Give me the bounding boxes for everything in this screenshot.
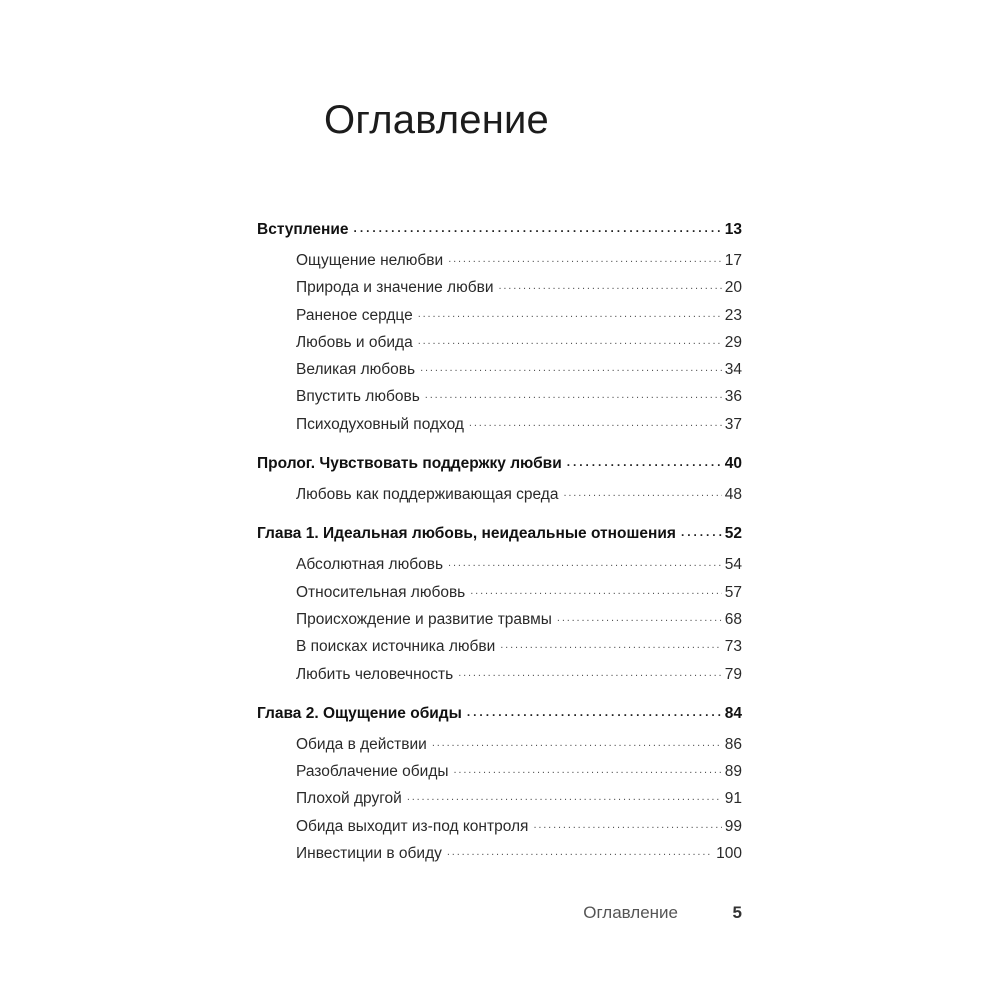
toc-section: [257, 700, 742, 867]
toc-section: [257, 520, 742, 687]
toc-subentry-title: Ощущение нелюбви: [296, 252, 444, 269]
toc-subentry-title: Абсолютная любовь: [296, 556, 444, 574]
toc-chapter-title: Вступление: [257, 221, 349, 238]
table-of-contents: [257, 216, 742, 867]
toc-subentry-title: Обида в действии: [296, 735, 427, 753]
dot-leader: [467, 702, 722, 718]
toc-subentry[interactable]: [257, 785, 742, 812]
toc-page-number: 57: [724, 583, 742, 601]
dot-leader: [567, 453, 722, 469]
toc-chapter-entry[interactable]: [257, 700, 742, 728]
toc-page-number: 54: [724, 556, 742, 574]
dot-leader: [458, 663, 722, 679]
toc-chapter-title: Глава 2. Ощущение обиды: [257, 704, 462, 722]
page-title: Оглавление: [324, 98, 550, 142]
page-footer: [0, 899, 1000, 927]
toc-page-number: 37: [724, 415, 742, 433]
dot-leader: [448, 250, 722, 266]
dot-leader: [432, 733, 722, 749]
toc-chapter-title: Глава 1. Идеальная любовь, неидеальные отношения: [257, 525, 676, 543]
dot-leader: [498, 277, 721, 293]
dot-leader: [418, 331, 722, 347]
toc-subentry[interactable]: [257, 274, 742, 301]
dot-leader: [425, 386, 722, 402]
toc-chapter-entry[interactable]: [257, 520, 742, 548]
toc-page-number: 89: [724, 763, 742, 781]
toc-subentry[interactable]: [257, 661, 742, 688]
toc-subentry-title: Природа и значение любви: [296, 279, 494, 297]
toc-subentry-title: Любовь как поддерживающая среда: [296, 486, 559, 504]
toc-subentry-title: Относительная любовь: [296, 583, 466, 601]
toc-page-number: 23: [724, 306, 742, 324]
toc-page-number: 73: [724, 638, 742, 656]
toc-page-number: 68: [724, 610, 742, 628]
toc-subentry-title: Плохой другой: [296, 790, 402, 808]
toc-subentry[interactable]: [257, 481, 742, 508]
page-number: 5: [732, 903, 742, 922]
toc-chapter-entry[interactable]: [257, 216, 742, 244]
dot-leader: [418, 304, 722, 320]
dot-leader: [533, 815, 721, 831]
dot-leader: [420, 359, 722, 375]
toc-page-number: 100: [716, 845, 742, 863]
toc-page-number: 36: [724, 388, 742, 406]
toc-page-number: 86: [724, 735, 742, 753]
toc-page-number: 13: [724, 221, 742, 238]
toc-chapter-title: Пролог. Чувствовать поддержку любви: [257, 455, 562, 473]
toc-subentry[interactable]: [257, 579, 742, 606]
toc-page-number: 17: [724, 252, 742, 269]
toc-section: [257, 450, 742, 508]
toc-subentry-title: Происхождение и развитие травмы: [296, 610, 552, 628]
toc-page-number: 84: [724, 704, 742, 722]
toc-subentry-title: Инвестиции в обиду: [296, 845, 442, 863]
toc-page-number: 79: [724, 665, 742, 683]
toc-page-number: 91: [724, 790, 742, 808]
toc-chapter-entry[interactable]: [257, 450, 742, 478]
toc-subentry[interactable]: [257, 247, 742, 274]
toc-page-number: 40: [724, 455, 742, 473]
dot-leader: [447, 843, 713, 859]
toc-subentry-title: Великая любовь: [296, 361, 416, 379]
toc-subentry[interactable]: [257, 383, 742, 410]
toc-page-number: 29: [724, 333, 742, 351]
toc-subentry[interactable]: [257, 411, 742, 438]
toc-subentry-title: Разоблачение обиды: [296, 763, 449, 781]
toc-subentry[interactable]: [257, 551, 742, 578]
toc-subentry-title: В поисках источника любви: [296, 638, 496, 656]
dot-leader: [448, 554, 722, 570]
toc-subentry[interactable]: [257, 813, 742, 840]
toc-page-number: 34: [724, 361, 742, 379]
toc-subentry[interactable]: [257, 758, 742, 785]
toc-page-number: 52: [724, 525, 742, 543]
dot-leader: [470, 581, 721, 597]
dot-leader: [557, 608, 722, 624]
running-head: Оглавление: [583, 903, 678, 922]
dot-leader: [500, 636, 721, 652]
toc-subentry[interactable]: [257, 606, 742, 633]
toc-subentry-title: Обида выходит из-под контроля: [296, 817, 529, 835]
toc-subentry[interactable]: [257, 840, 742, 867]
toc-section: [257, 216, 742, 438]
toc-subentry-title: Впустить любовь: [296, 388, 420, 406]
toc-subentry-title: Любить человечность: [296, 665, 454, 683]
dot-leader: [354, 219, 722, 235]
toc-page-number: 20: [724, 279, 742, 297]
toc-subentry[interactable]: [257, 731, 742, 758]
toc-subentry[interactable]: [257, 633, 742, 660]
toc-subentry-title: Раненое сердце: [296, 306, 413, 324]
toc-subentry-title: Любовь и обида: [296, 333, 413, 351]
dot-leader: [563, 484, 721, 500]
toc-subentry[interactable]: [257, 329, 742, 356]
toc-subentry[interactable]: [257, 302, 742, 329]
dot-leader: [454, 761, 722, 777]
toc-page-number: 99: [724, 817, 742, 835]
dot-leader: [469, 413, 722, 429]
toc-page-number: 48: [724, 486, 742, 504]
toc-subentry[interactable]: [257, 356, 742, 383]
dot-leader: [407, 788, 722, 804]
dot-leader: [681, 523, 722, 539]
toc-subentry-title: Психодуховный подход: [296, 415, 464, 433]
